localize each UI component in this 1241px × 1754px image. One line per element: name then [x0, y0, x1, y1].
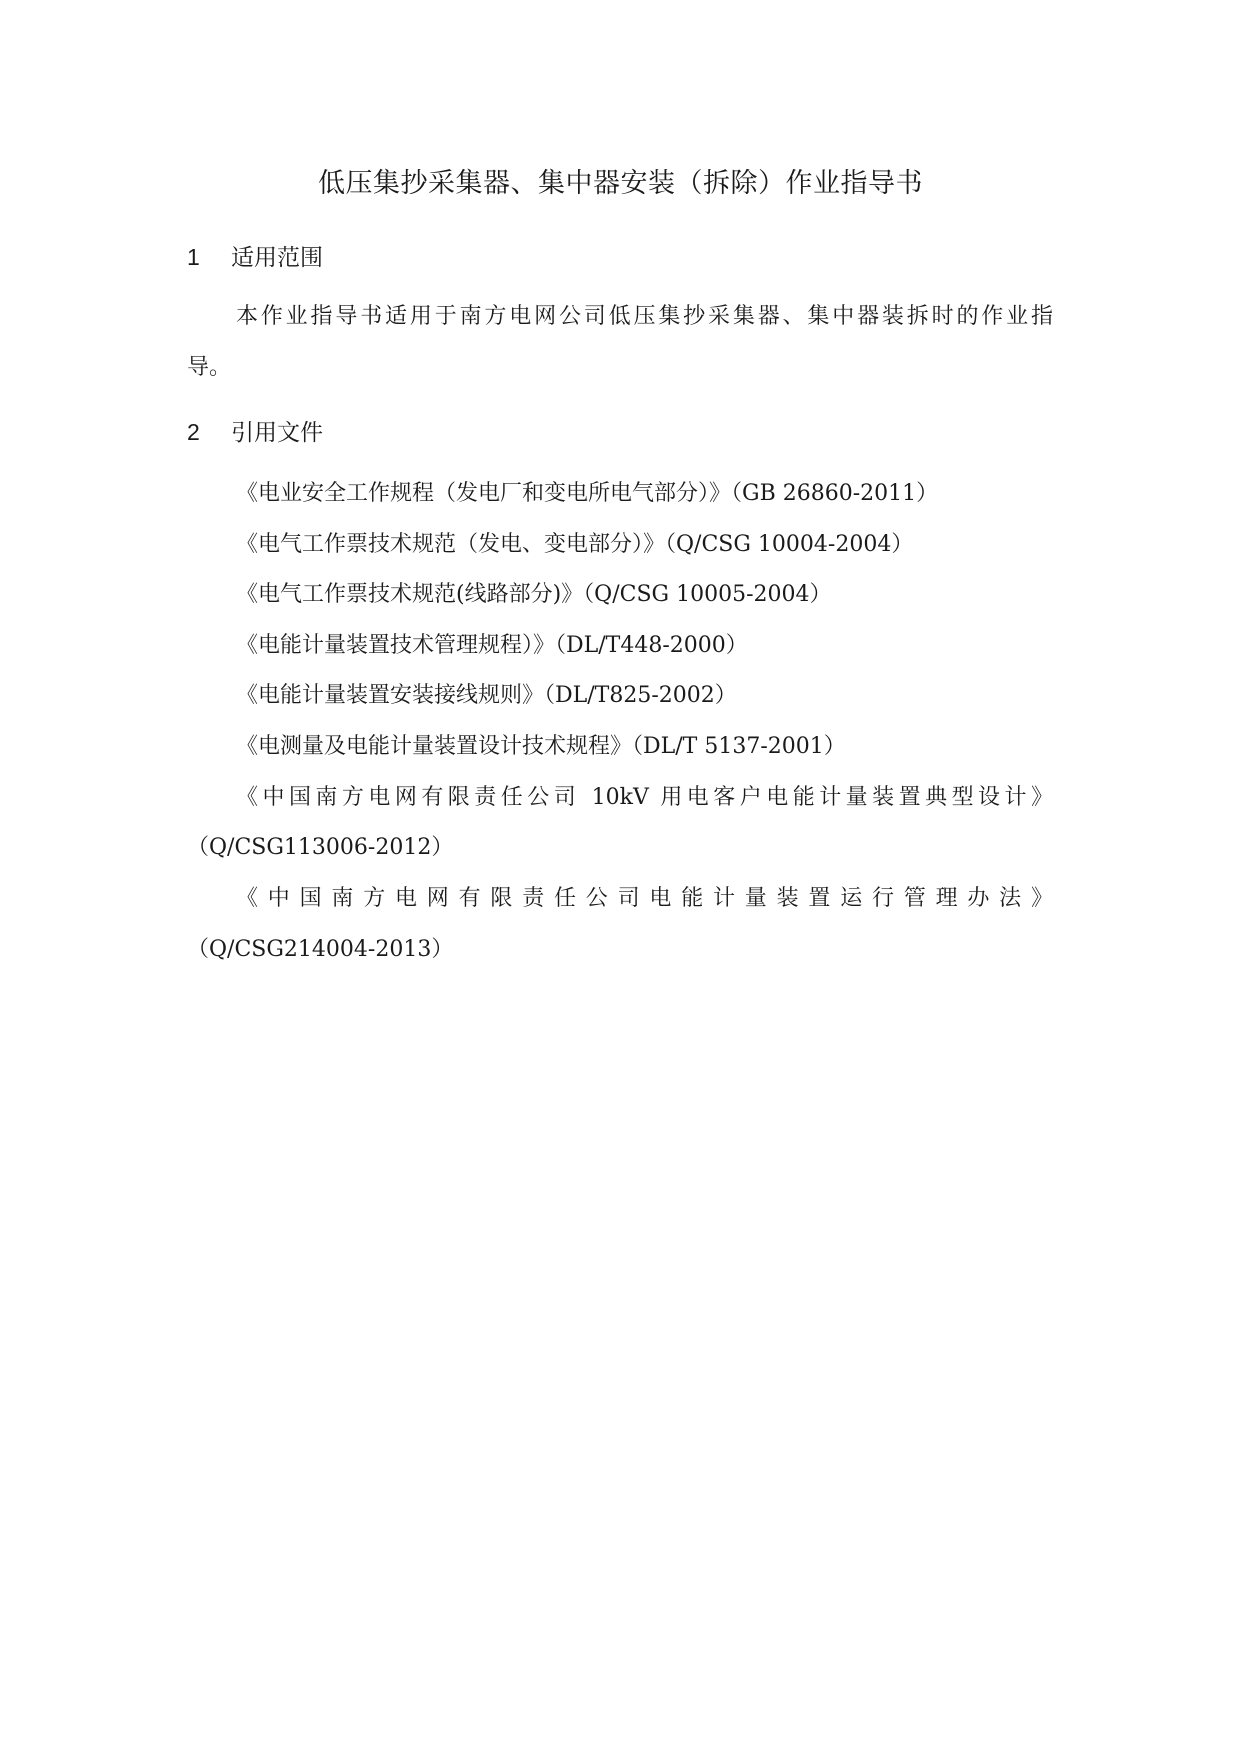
section-title: 适用范围: [231, 245, 323, 271]
reference-item-7-line-1: 《中国南方电网有限责任公司 10kV 用电客户电能计量装置典型设计》: [236, 785, 1053, 810]
section-number: 1: [187, 244, 200, 270]
reference-item: 《电气工作票技术规范(线路部分)》（Q/CSG 10005-2004）: [236, 582, 832, 607]
reference-item: 《电业安全工作规程（发电厂和变电所电气部分）》（GB 26860-2011）: [236, 481, 939, 506]
reference-item-8-line-2: （Q/CSG214004-2013）: [187, 937, 454, 962]
reference-item-8-line-1: 《中国南方电网有限责任公司电能计量装置运行管理办法》: [236, 886, 1053, 911]
section-heading-1: [187, 242, 323, 273]
reference-item-7-line-2: （Q/CSG113006-2012）: [187, 835, 454, 860]
section-1-paragraph-line-1: 本作业指导书适用于南方电网公司低压集抄采集器、集中器装拆时的作业指: [236, 304, 1053, 329]
section-heading-2: [187, 417, 323, 448]
section-1-paragraph-line-2: 导。: [187, 355, 232, 380]
reference-item: 《电能计量装置技术管理规程）》（DL/T448-2000）: [236, 633, 748, 658]
document-title: 低压集抄采集器、集中器安装（拆除）作业指导书: [318, 168, 923, 199]
reference-item: 《电测量及电能计量装置设计技术规程》（DL/T 5137-2001）: [236, 734, 846, 759]
reference-item: 《电能计量装置安装接线规则》（DL/T825-2002）: [236, 683, 737, 708]
section-number: 2: [187, 419, 200, 445]
section-title: 引用文件: [231, 420, 323, 446]
reference-item: 《电气工作票技术规范（发电、变电部分）》（Q/CSG 10004-2004）: [236, 532, 914, 557]
